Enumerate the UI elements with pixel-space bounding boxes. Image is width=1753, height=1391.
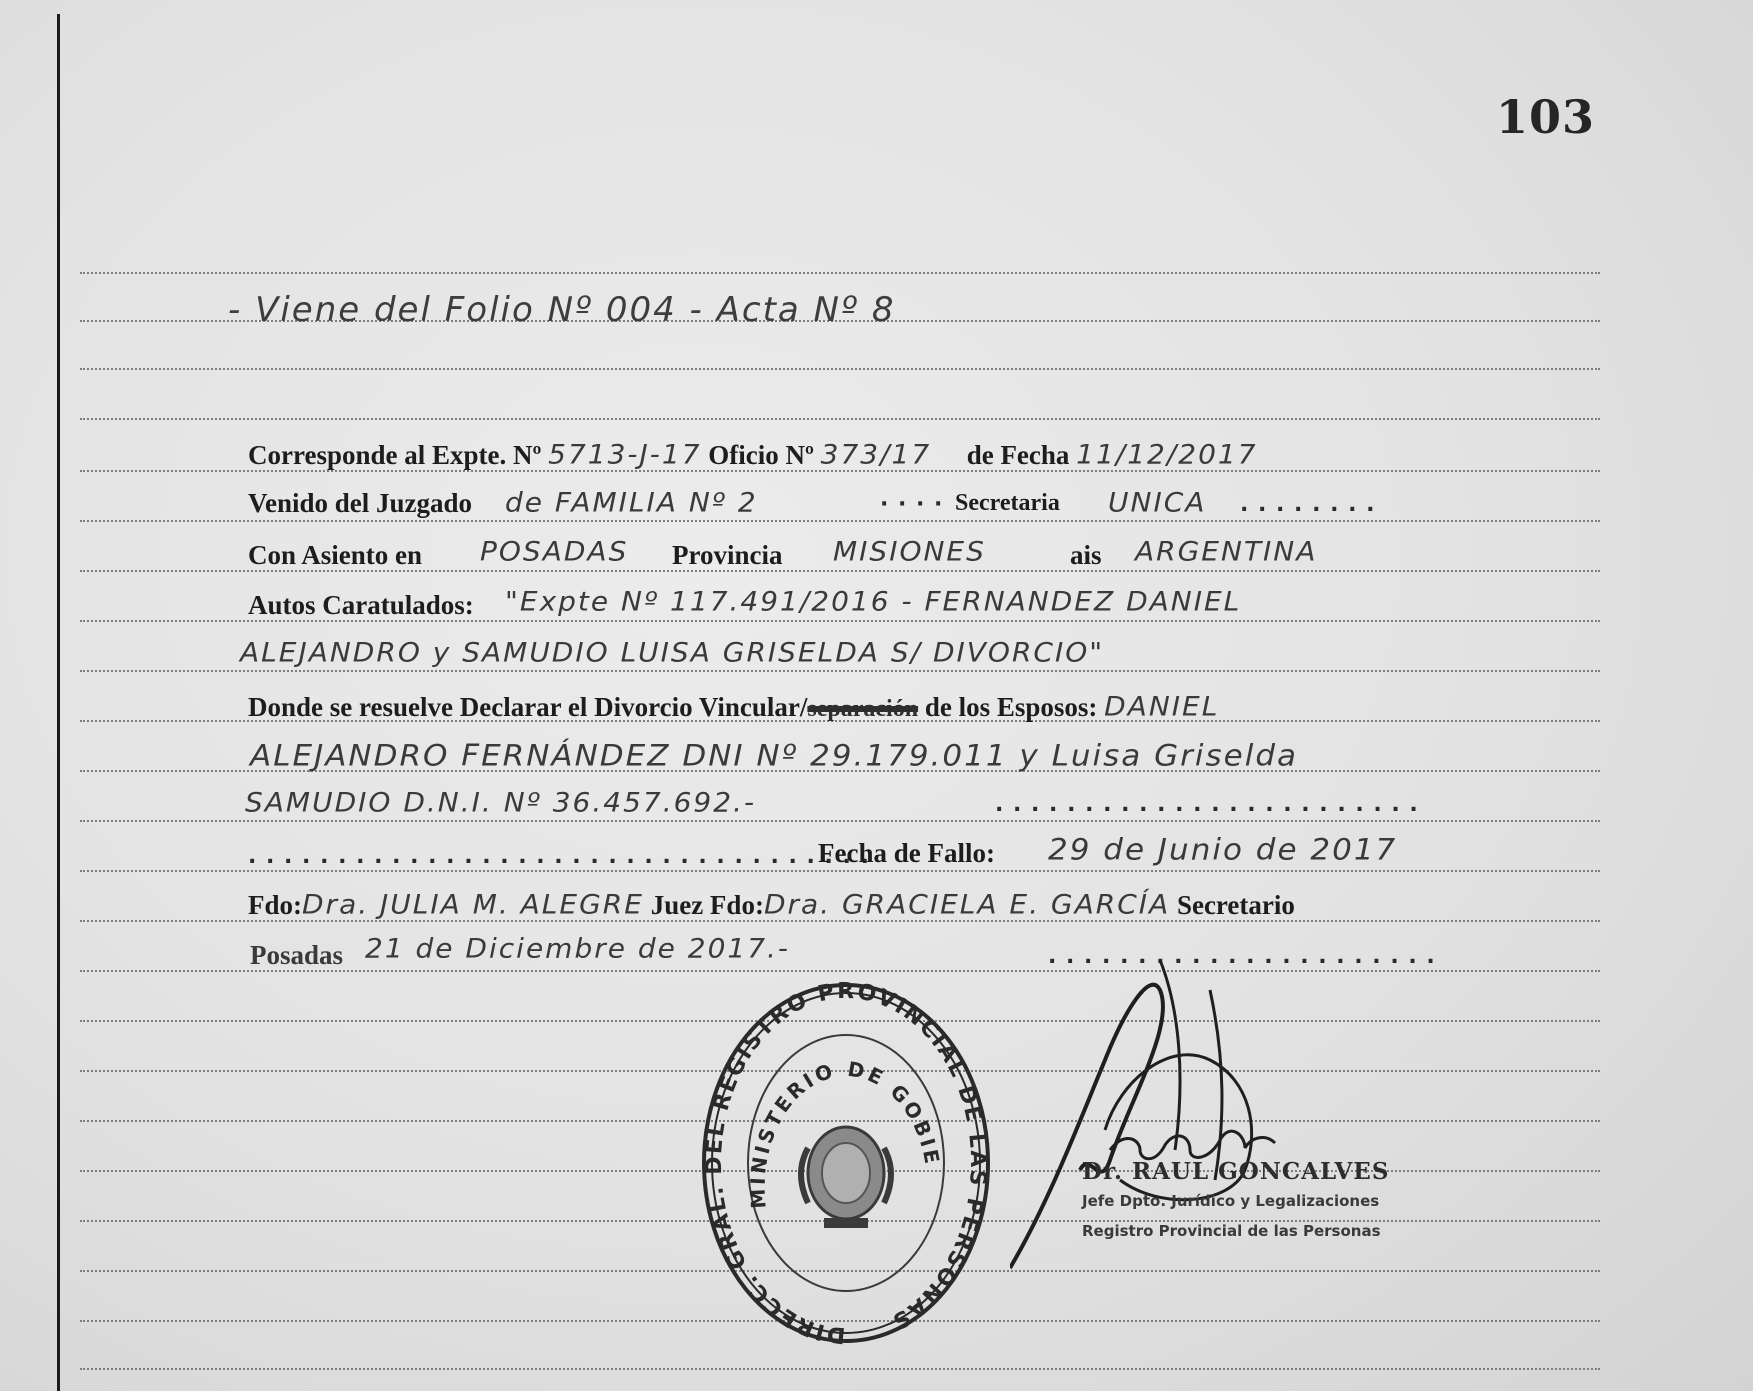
dot-leader: . . . . . . . . . . . . . . . . . . . . . . . .	[995, 792, 1419, 817]
value-juez: Dra. JULIA M. ALEGRE	[302, 888, 644, 921]
label-provincia: Provincia	[672, 540, 783, 570]
label-posadas: Posadas	[250, 940, 344, 970]
value-provincia: MISIONES	[833, 535, 986, 568]
value-secretario: Dra. GRACIELA E. GARCÍA	[763, 888, 1171, 921]
label-fdo: Fdo:	[248, 890, 302, 920]
stamp-inner-text: MINISTERIO DE GOBIE	[745, 1056, 945, 1210]
label-pais: ais	[1070, 540, 1102, 570]
ruled-line	[80, 418, 1600, 420]
folio-number: 103	[1496, 90, 1596, 144]
value-autos-line-2: ALEJANDRO y SAMUDIO LUISA GRISELDA S/ DIVORCIO"	[240, 636, 1105, 669]
signatory-name: Dr. RAUL GONCALVES	[1082, 1158, 1390, 1185]
value-oficio: 373/17	[820, 438, 932, 471]
coat-of-arms-icon	[801, 1127, 891, 1228]
stamp-outer-text: DIRECC. GRAL. DEL REGISTRO PROVINCIAL DE LAS PERSONAS	[701, 978, 991, 1348]
value-pais: ARGENTINA	[1135, 535, 1318, 568]
label-donde-struck: separación	[807, 696, 919, 722]
label-asiento: Con Asiento en	[248, 540, 423, 570]
label-fecha-fallo: Fecha de Fallo:	[818, 838, 995, 868]
value-esposos-line-2: ALEJANDRO FERNÁNDEZ DNI Nº 29.179.011 y Luisa Griselda	[250, 738, 1299, 774]
label-oficio: Oficio Nº	[708, 440, 814, 470]
dot-leader: . . . . . . . . . . . . . . . . . . . . . . . . . . . . . . . . . . .	[248, 844, 870, 869]
value-esposos-line-3: SAMUDIO D.N.I. Nº 36.457.692.-	[245, 786, 757, 819]
dot-leader: · · · ·	[880, 492, 944, 517]
ruled-line	[80, 272, 1600, 274]
ruled-line	[80, 368, 1600, 370]
ruled-line	[80, 870, 1600, 872]
official-stamp	[696, 978, 996, 1348]
value-juzgado: de FAMILIA Nº 2	[505, 486, 758, 519]
value-autos-line-1: "Expte Nº 117.491/2016 - FERNANDEZ DANIEL	[505, 585, 1242, 618]
dot-leader: . . . . . . . .	[1240, 492, 1376, 517]
value-expte: 5713-J-17	[548, 438, 702, 471]
label-autos: Autos Caratulados:	[248, 590, 474, 620]
label-juez: Juez Fdo:	[650, 890, 764, 920]
label-juzgado: Venido del Juzgado	[248, 488, 473, 518]
left-margin-line	[57, 14, 60, 1391]
row-expediente	[248, 438, 1258, 471]
label-donde-b: de los Esposos:	[924, 692, 1098, 722]
ruled-line	[80, 520, 1600, 522]
value-posadas: 21 de Diciembre de 2017.-	[365, 932, 791, 965]
ruled-line	[80, 820, 1600, 822]
value-asiento: POSADAS	[480, 535, 629, 568]
folio-reference-note: - Viene del Folio Nº 004 - Acta Nº 8	[228, 290, 896, 330]
label-secretaria: Secretaria	[955, 490, 1060, 516]
row-firmas	[248, 888, 1295, 921]
value-fecha: 11/12/2017	[1076, 438, 1258, 471]
label-secretario: Secretario	[1176, 890, 1295, 920]
signatory-role: Jefe Dpto. Jurídico y Legalizaciones	[1082, 1192, 1380, 1210]
label-fecha: de Fecha	[966, 440, 1070, 470]
ruled-line	[80, 670, 1600, 672]
label-expte: Corresponde al Expte. Nº	[248, 440, 542, 470]
label-donde-a: Donde se resuelve Declarar el Divorcio Vincular/	[248, 692, 808, 722]
row-resolucion	[248, 690, 1219, 723]
signatory-office: Registro Provincial de las Personas	[1082, 1222, 1381, 1240]
dot-leader: . . . . . . . . . . . . . . . . . . . . . .	[1048, 944, 1436, 969]
value-fecha-fallo: 29 de Junio de 2017	[1048, 832, 1398, 868]
value-esposos-line-1: DANIEL	[1104, 690, 1220, 723]
ruled-line	[80, 1368, 1600, 1370]
value-secretaria: UNICA	[1108, 486, 1207, 519]
